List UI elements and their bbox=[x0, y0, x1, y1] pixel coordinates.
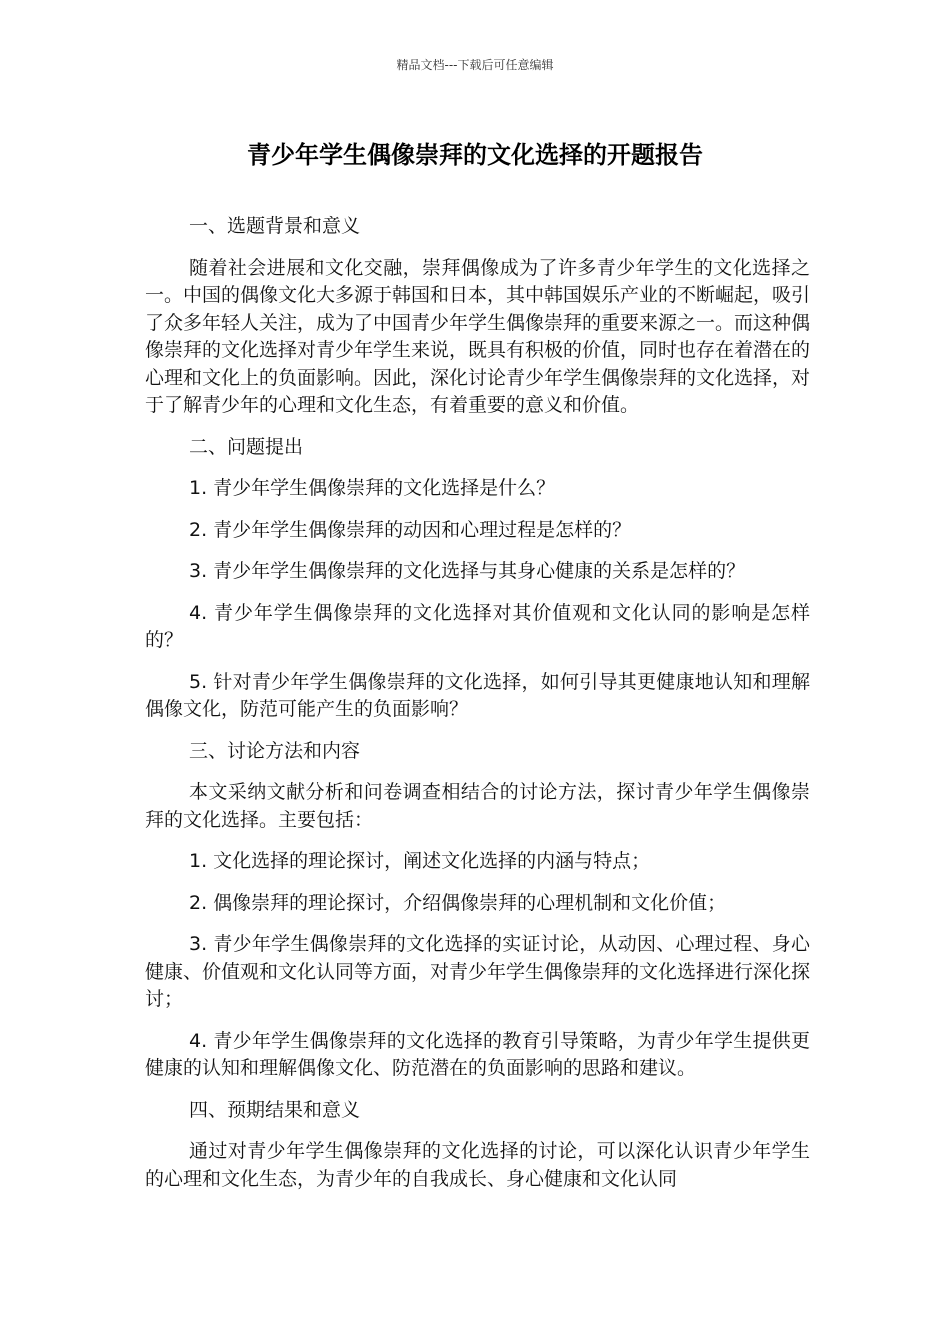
question-item-4: 4. 青少年学生偶像崇拜的文化选择对其价值观和文化认同的影响是怎样的？ bbox=[145, 601, 810, 651]
document-title: 青少年学生偶像崇拜的文化选择的开题报告 bbox=[247, 141, 703, 169]
section-heading-methods: 三、讨论方法和内容 bbox=[189, 739, 361, 762]
paragraph-methods-intro: 本文采纳文献分析和问卷调查相结合的讨论方法，探讨青少年学生偶像崇拜的文化选择。主要包括： bbox=[145, 781, 810, 831]
question-item-3: 3. 青少年学生偶像崇拜的文化选择与其身心健康的关系是怎样的？ bbox=[189, 560, 746, 582]
document-body bbox=[145, 213, 810, 1207]
header-watermark: 精品文档---下载后可任意编辑 bbox=[396, 58, 554, 72]
section-heading-background: 一、选题背景和意义 bbox=[189, 215, 361, 237]
question-item-2: 2. 青少年学生偶像崇拜的动因和心理过程是怎样的？ bbox=[189, 518, 632, 541]
method-item-1: 1. 文化选择的理论探讨，阐述文化选择的内涵与特点； bbox=[189, 850, 651, 872]
method-item-2: 2. 偶像崇拜的理论探讨，介绍偶像崇拜的心理机制和文化价值； bbox=[189, 891, 727, 914]
section-heading-expected-results: 四、预期结果和意义 bbox=[189, 1098, 361, 1121]
question-item-1: 1. 青少年学生偶像崇拜的文化选择是什么？ bbox=[189, 477, 556, 499]
question-item-5: 5. 针对青少年学生偶像崇拜的文化选择，如何引导其更健康地认知和理解偶像文化，防范可能产生的负面影响？ bbox=[145, 670, 810, 720]
paragraph-expected-results: 通过对青少年学生偶像崇拜的文化选择的讨论，可以深化认识青少年学生的心理和文化生态，为青少年的自我成长、身心健康和文化认同 bbox=[145, 1140, 810, 1190]
section-heading-questions: 二、问题提出 bbox=[189, 435, 304, 458]
method-item-4: 4. 青少年学生偶像崇拜的文化选择的教育引导策略，为青少年学生提供更健康的认知和理解偶像文化、防范潜在的负面影响的思路和建议。 bbox=[145, 1029, 810, 1079]
paragraph-background: 随着社会进展和文化交融，崇拜偶像成为了许多青少年学生的文化选择之一。中国的偶像文化大多源于韩国和日本，其中韩国娱乐产业的不断崛起，吸引了众多年轻人关注，成为了中国青少年学生偶像崇拜的重要来源之一。而这种偶像崇拜的文化选择对青少年学生来说，既具有积极的价值，同时也存在着潜在的心理和文化上的负面影响。因此，深化讨论青少年学生偶像崇拜的文化选择，对于了解青少年的心理和文化生态，有着重要的意义和价值。 bbox=[145, 256, 811, 416]
method-item-3: 3. 青少年学生偶像崇拜的文化选择的实证讨论，从动因、心理过程、身心健康、价值观和文化认同等方面，对青少年学生偶像崇拜的文化选择进行深化探讨； bbox=[145, 933, 811, 1010]
